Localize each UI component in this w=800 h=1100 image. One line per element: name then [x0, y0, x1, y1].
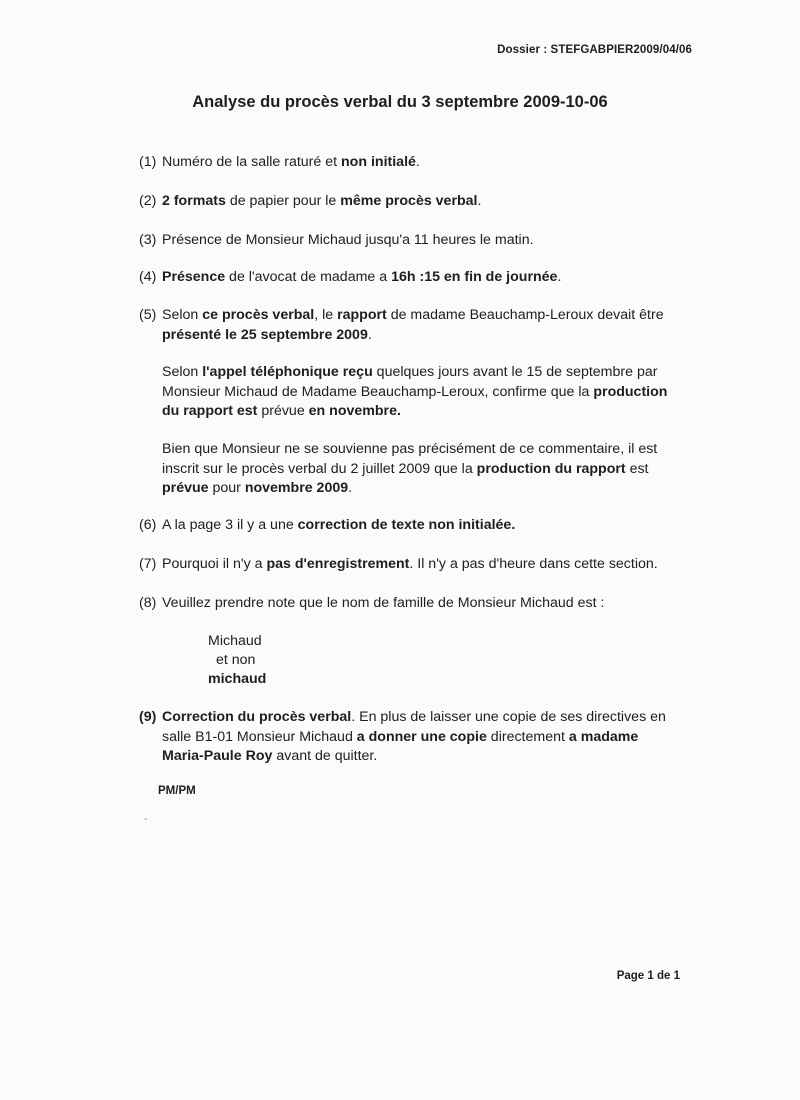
- item-text: directement: [486, 728, 569, 745]
- item-bold: rapport: [337, 307, 387, 323]
- name-bold: michaud: [208, 671, 267, 687]
- item-bold: pas d'enregistrement: [266, 556, 410, 572]
- item-number: (9): [139, 709, 157, 725]
- item-text: Pourquoi il n'y a: [162, 556, 267, 572]
- item-number: (2): [139, 193, 157, 209]
- para-bold: prévue: [162, 480, 209, 496]
- list-item-3: [139, 231, 699, 251]
- item-bold: 2 formats: [162, 193, 226, 209]
- item-bold: Maria-Paule Roy: [162, 748, 273, 764]
- para-bold: du rapport est: [162, 403, 258, 419]
- author-initials: PM/PM: [158, 785, 196, 797]
- item-text: .: [557, 269, 562, 285]
- item-text: .: [367, 326, 372, 343]
- para-bold: production: [593, 383, 668, 400]
- para-text: .: [348, 480, 353, 496]
- para-bold: production du rapport: [476, 460, 626, 477]
- item-text: A la page 3 il y a une: [162, 517, 298, 533]
- item-bold: a donner une copie: [356, 728, 487, 745]
- para-text: inscrit sur le procès verbal du 2 juillet 2009 que la: [162, 460, 477, 477]
- list-item-9: [139, 708, 699, 767]
- item-text: Numéro de la salle raturé et: [162, 154, 342, 170]
- name-incorrect: [208, 670, 266, 690]
- para-text: pour: [208, 480, 245, 496]
- item-number: (3): [139, 232, 157, 248]
- para-text: Monsieur Michaud de Madame Beauchamp-Leroux, confirme que la: [162, 383, 594, 400]
- item-bold: présenté le 25 septembre 2009: [162, 326, 368, 343]
- item-text: .: [477, 193, 482, 209]
- para-text: quelques jours avant le 15 de septembre par: [372, 364, 658, 380]
- item-text: Présence de Monsieur Michaud jusqu'a 11 heures le matin.: [162, 232, 534, 248]
- item-continuation: [139, 728, 699, 748]
- scan-mark: -: [144, 814, 148, 825]
- item-bold: Correction du procès verbal: [162, 709, 352, 725]
- item-text: de l'avocat de madame a: [225, 269, 392, 285]
- item-text: Selon: [162, 307, 203, 323]
- item-text: . En plus de laisser une copie de ses directives en: [351, 709, 666, 725]
- dossier-reference: Dossier : STEFGABPIER2009/04/06: [497, 44, 692, 56]
- item-bold: même procès verbal: [340, 193, 478, 209]
- paragraph-5b: [162, 363, 692, 422]
- list-item-2: [139, 192, 699, 212]
- item-continuation: [139, 747, 699, 767]
- para-bold: novembre 2009: [244, 480, 349, 496]
- list-item-8: [139, 594, 699, 614]
- item-number: (6): [139, 517, 157, 533]
- para-text: Selon: [162, 364, 203, 380]
- item-number: (4): [139, 269, 157, 285]
- page-number: Page 1 de 1: [616, 970, 680, 982]
- document-title: Analyse du procès verbal du 3 septembre 2009-10-06: [192, 93, 608, 111]
- item-number: (5): [139, 307, 157, 323]
- para-text: est: [625, 460, 649, 477]
- list-item-7: [139, 555, 699, 575]
- item-bold: 16h :15 en fin de journée: [391, 269, 558, 285]
- para-text: Bien que Monsieur ne se souvienne pas précisément de ce commentaire, il est: [162, 441, 658, 457]
- item-bold: a madame: [568, 728, 639, 745]
- list-item-4: [139, 268, 699, 288]
- item-bold: non initialé: [341, 154, 416, 170]
- item-number: (1): [139, 154, 157, 170]
- item-number: (8): [139, 595, 157, 611]
- item-text: avant de quitter.: [272, 748, 378, 764]
- item-text: de madame Beauchamp-Leroux devait être: [386, 307, 664, 323]
- item-bold: Présence: [162, 269, 226, 285]
- item-text: . Il n'y a pas d'heure dans cette section.: [409, 556, 658, 572]
- para-bold: en novembre.: [308, 403, 401, 419]
- item-text: .: [415, 154, 420, 170]
- list-item-1: [139, 153, 699, 173]
- item-continuation: [139, 326, 699, 346]
- list-item-6: [139, 516, 699, 536]
- para-bold: l'appel téléphonique reçu: [202, 364, 373, 380]
- item-text: salle B1-01 Monsieur Michaud: [162, 728, 357, 745]
- item-text: , le: [314, 307, 338, 323]
- list-item-5: [139, 306, 699, 345]
- name-separator: et non: [216, 652, 256, 668]
- item-text: de papier pour le: [225, 193, 341, 209]
- name-correct: Michaud: [208, 633, 262, 649]
- item-text: Veuillez prendre note que le nom de famille de Monsieur Michaud est :: [162, 595, 605, 611]
- para-text: prévue: [257, 403, 309, 419]
- item-bold: ce procès verbal: [202, 307, 315, 323]
- item-number: (7): [139, 556, 157, 572]
- item-bold: correction de texte non initialée.: [297, 517, 516, 533]
- paragraph-5c: [162, 440, 692, 499]
